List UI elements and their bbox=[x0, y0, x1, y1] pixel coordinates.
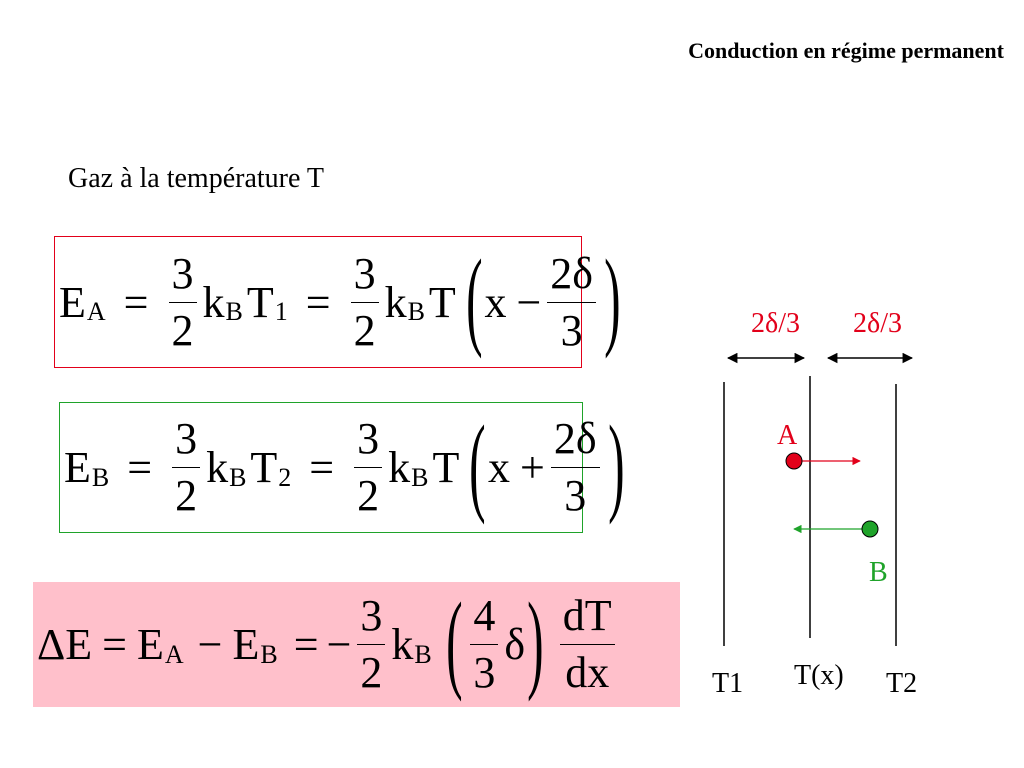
fraction-three-halves bbox=[354, 415, 382, 520]
fraction-two-delta-thirds bbox=[551, 415, 600, 520]
fraction-denominator: 2 bbox=[175, 471, 198, 520]
parenthesized-term bbox=[459, 402, 634, 525]
wall-middle-label: T(x) bbox=[794, 660, 844, 691]
fraction-denominator: 2 bbox=[360, 648, 383, 697]
eb-subscript: B bbox=[91, 462, 110, 492]
fraction-numerator: 3 bbox=[353, 248, 376, 298]
left-parenthesis: ( bbox=[465, 237, 483, 359]
particle-a-dot bbox=[786, 453, 802, 469]
t1-subscript: 1 bbox=[274, 297, 288, 326]
fraction-denominator: 2 bbox=[353, 305, 376, 355]
equals-sign: = bbox=[305, 277, 331, 327]
particle-a-label: A bbox=[777, 420, 798, 451]
right-parenthesis: ) bbox=[607, 402, 625, 525]
minus-sign: − bbox=[516, 277, 542, 327]
right-parenthesis: ) bbox=[604, 237, 621, 359]
plus-sign: + bbox=[520, 443, 545, 492]
fraction-three-halves bbox=[169, 250, 197, 355]
fraction-numerator: 3 bbox=[360, 591, 383, 640]
equation-delta bbox=[33, 579, 684, 707]
minus-sign: − bbox=[197, 620, 223, 669]
negative-sign: − bbox=[326, 620, 352, 669]
particle-b-label: B bbox=[869, 557, 888, 588]
left-parenthesis: ( bbox=[469, 402, 486, 525]
boltzmann-k: k bbox=[388, 443, 411, 492]
fraction-three-halves bbox=[357, 592, 385, 697]
wall-left-label: T1 bbox=[712, 668, 744, 699]
parenthesized-term bbox=[436, 579, 554, 702]
fraction-numerator: dT bbox=[562, 591, 612, 640]
equation-b-box bbox=[59, 402, 625, 533]
ea-symbol: E bbox=[137, 620, 164, 669]
boltzmann-k: k bbox=[206, 443, 229, 492]
parenthesized-term bbox=[456, 237, 631, 359]
fraction-numerator: 3 bbox=[175, 414, 198, 463]
temperature-t1: T bbox=[246, 277, 274, 327]
particle-b-dot bbox=[862, 521, 878, 537]
ea-subscript: A bbox=[86, 297, 106, 326]
boltzmann-k: k bbox=[391, 620, 414, 669]
equals-sign: = bbox=[123, 277, 149, 327]
eb-subscript: B bbox=[260, 639, 278, 669]
fraction-denominator: 2 bbox=[171, 305, 194, 355]
boltzmann-k: k bbox=[384, 277, 407, 327]
boltzmann-k: k bbox=[202, 277, 225, 327]
boltzmann-subscript: B bbox=[225, 297, 243, 326]
left-parenthesis: ( bbox=[445, 579, 463, 702]
equals-sign: = bbox=[309, 443, 335, 492]
fraction-denominator: dx bbox=[565, 648, 610, 697]
equals-sign: = bbox=[293, 620, 319, 669]
fraction-three-halves bbox=[172, 415, 200, 520]
right-parenthesis: ) bbox=[527, 579, 544, 702]
fraction-denominator: 2 bbox=[357, 471, 380, 520]
fraction-three-halves bbox=[351, 250, 379, 355]
span-label-right: 2δ/3 bbox=[853, 308, 902, 339]
fraction-denominator: 3 bbox=[560, 305, 583, 355]
boltzmann-subscript: B bbox=[411, 462, 429, 492]
wall-right-label: T2 bbox=[886, 668, 918, 699]
fraction-numerator: 2δ bbox=[550, 248, 593, 298]
fraction-numerator: 3 bbox=[357, 414, 380, 463]
equation-a-box bbox=[54, 236, 621, 368]
fraction-denominator: 3 bbox=[564, 471, 587, 520]
wall-diagram bbox=[700, 300, 960, 720]
fraction-numerator: 3 bbox=[171, 248, 194, 298]
eb-symbol: E bbox=[64, 443, 91, 492]
fraction-two-delta-thirds bbox=[547, 250, 596, 355]
fraction-numerator: 2δ bbox=[553, 414, 597, 463]
boltzmann-subscript: B bbox=[229, 462, 247, 492]
temperature-t: T bbox=[432, 443, 460, 492]
equation-b bbox=[60, 402, 625, 532]
variable-x: x bbox=[484, 277, 507, 327]
t2-subscript: 2 bbox=[278, 462, 292, 492]
fraction-four-thirds bbox=[470, 592, 498, 697]
fraction-numerator: 4 bbox=[473, 591, 496, 640]
intro-text: Gaz à la température T bbox=[68, 163, 325, 194]
delta-symbol: δ bbox=[504, 620, 526, 669]
fraction-dt-dx bbox=[560, 592, 615, 697]
boltzmann-subscript: B bbox=[407, 297, 425, 326]
equals-sign: = bbox=[102, 620, 127, 669]
temperature-t2: T bbox=[250, 443, 278, 492]
span-label-left: 2δ/3 bbox=[751, 308, 800, 339]
equation-delta-box bbox=[33, 579, 680, 707]
fraction-denominator: 3 bbox=[473, 648, 496, 697]
page-title: Conduction en régime permanent bbox=[688, 38, 1004, 63]
temperature-t: T bbox=[428, 277, 456, 327]
delta-e-symbol: ΔE bbox=[37, 620, 93, 669]
ea-subscript: A bbox=[164, 639, 184, 669]
eb-symbol: E bbox=[232, 620, 260, 669]
equation-a bbox=[55, 237, 621, 367]
ea-symbol: E bbox=[59, 277, 86, 327]
boltzmann-subscript: B bbox=[414, 639, 432, 669]
equals-sign: = bbox=[127, 443, 153, 492]
variable-x: x bbox=[488, 443, 510, 492]
